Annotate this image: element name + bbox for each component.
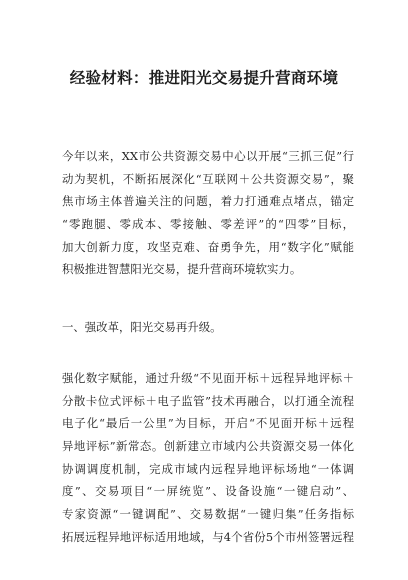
intro-paragraph <box>62 145 354 281</box>
section-line: 协调调度机制，完成市域内远程异地评标场地“一体调 <box>62 461 354 476</box>
section-line: 分散卡位式评标＋电子监管”技术再融合，以打通全流程 <box>62 393 354 408</box>
section-line: 拓展远程异地评标适用地域，与4个省份5个市州签署远程 <box>62 529 354 544</box>
section-line: 专家资源“一键调配”、交易数据“一键归集”任务指标 <box>62 507 354 522</box>
intro-line: 今年以来，XX市公共资源交易中心以开展“三抓三促”行 <box>62 149 354 163</box>
section-heading-block <box>62 316 354 339</box>
intro-line: 加大创新力度，攻坚克难、奋勇争先，用“数字化”赋能 <box>62 239 354 254</box>
section-line: 强化数字赋能，通过升级“不见面开标＋远程异地评标＋ <box>62 371 354 385</box>
section-heading: 一、强改革，阳光交易再升级。 <box>62 320 222 334</box>
intro-line: 动为契机，不断拓展深化“互联网＋公共资源交易”，聚 <box>62 171 354 186</box>
intro-line: 焦市场主体普遍关注的问题，着力打通难点堵点，锚定 <box>62 194 354 209</box>
intro-line: “零跑腿、零成本、零接触、零差评”的“四零”目标， <box>62 217 354 232</box>
section-line: 电子化“最后一公里”为目标，开启“不见面开标＋远程 <box>62 416 354 431</box>
section-line: 异地评标”新常态。创新建立市域内公共资源交易一体化 <box>62 439 354 454</box>
section-line: 度”、交易项目“一屏统览”、设备设施“一键启动”、 <box>62 484 354 499</box>
intro-line: 积极推进智慧阳光交易，提升营商环境软实力。 <box>62 262 302 277</box>
section-paragraph <box>62 367 354 549</box>
document-title: 经验材料：推进阳光交易提升营商环境 <box>69 69 339 87</box>
